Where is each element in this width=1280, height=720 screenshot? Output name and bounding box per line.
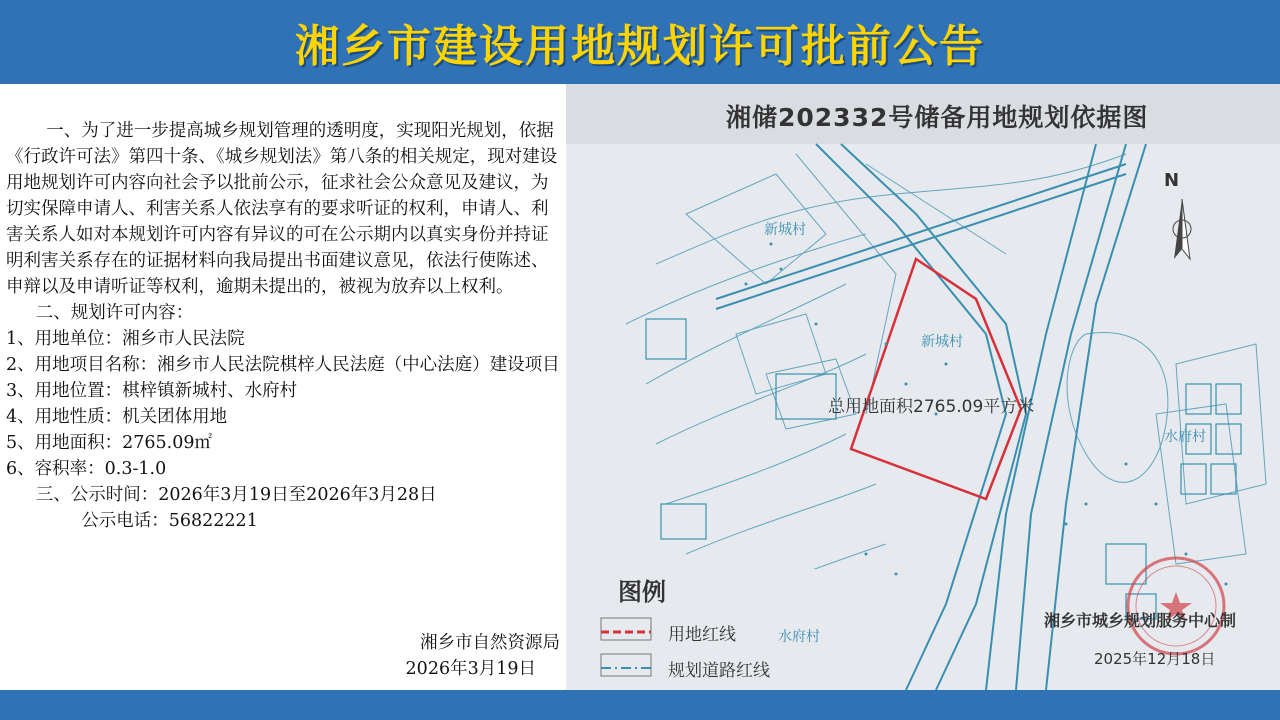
north-label: N [1164,170,1180,191]
item-land-use: 4、用地性质：机关团体用地 [6,407,228,427]
page-title: 湘乡市建设用地规划许可批前公告 [295,21,985,72]
notice-phone: 公示电话：56822221 [81,511,258,531]
signature-org: 湘乡市自然资源局 [420,633,560,653]
area-label: 总用地面积2765.09平方米 [828,397,1035,417]
legend-title: 图例 [618,578,666,606]
map-date: 2025年12月18日 [1094,650,1216,668]
map-producer: 湘乡市城乡规划服务中心制 [1044,611,1237,630]
header-banner [0,0,1280,84]
village-label-xincheng-2: 新城村 [921,334,963,350]
main-content [0,84,1280,690]
village-label-shuifu-2: 水府村 [778,629,820,645]
item-location: 3、用地位置：棋梓镇新城村、水府村 [6,381,298,401]
map-title: 湘储202332号储备用地规划依据图 [726,103,1149,132]
signature-date: 2026年3月19日 [405,659,536,679]
signature-block [360,630,560,682]
village-label-shuifu: 水府村 [1164,429,1206,445]
item-applicant: 1、用地单位：湘乡市人民法院 [6,329,245,349]
legend-item-road: 规划道路红线 [668,661,770,681]
notice-paragraph-1: 一、为了进一步提高城乡规划管理的透明度，实现阳光规划，依据《行政许可法》第四十条、《城乡规划法》第八条的相关规定，现对建设用地规划许可内容向社会予以批前公示，征求社会公众意见及建议，为切实保障申请人、利害关系人依法享有的要求听证的权利，申请人、利害关系人如对本规划许可内容有异议的可在公示期内以真实身份并持证明利害关系存在的证据材料向我局提出书面建议意见，依法行使陈述、申辩以及申请听证等权利，逾期未提出的，被视为放弃以上权利。 [6,121,558,297]
notice-period: 三、公示时间：2026年3月19日至2026年3月28日 [35,485,437,505]
footer-bar [0,690,1280,720]
item-area: 5、用地面积：2765.09㎡ [6,433,213,453]
notice-text [6,118,560,534]
item-project-name: 2、用地项目名称：湘乡市人民法院棋梓人民法庭（中心法庭）建设项目 [6,355,560,375]
item-far: 6、容积率：0.3-1.0 [6,459,167,479]
planning-map [566,84,1280,690]
village-label-xincheng: 新城村 [764,222,806,238]
legend-item-boundary: 用地红线 [668,625,736,645]
section-2-heading: 二、规划许可内容： [35,303,194,323]
